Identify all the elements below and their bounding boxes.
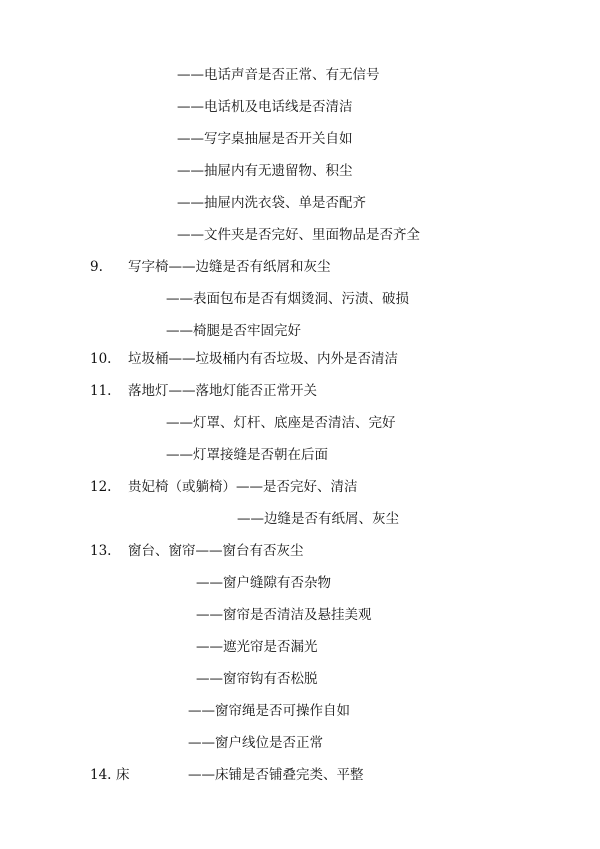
text-line: ——床铺是否铺叠完类、平整 [188,767,364,783]
text-line: ——窗户线位是否正常 [188,735,323,751]
text-line: ——写字桌抽屉是否开关自如 [177,131,353,147]
item-heading: 窗台、窗帘——窗台有否灰尘 [128,543,304,559]
item-number: 14. [90,767,112,783]
text-line: ——窗帘绳是否可操作自如 [188,703,350,719]
text-line: ——窗帘是否清洁及悬挂美观 [196,607,372,623]
text-line: ——文件夹是否完好、里面物品是否齐全 [177,227,420,243]
item-number: 11. [90,383,112,399]
text-line: ——窗帘钩有否松脱 [196,671,318,687]
text-line: ——电话声音是否正常、有无信号 [177,67,380,83]
item-number: 10. [90,351,112,367]
text-line: ——窗户缝隙有否杂物 [196,575,331,591]
item-number: 12. [90,479,112,495]
text-line: ——遮光帘是否漏光 [196,639,318,655]
text-line: ——灯罩、灯杆、底座是否清洁、完好 [166,415,396,431]
text-line: ——椅腿是否牢固完好 [166,323,301,339]
text-line: ——抽屉内洗衣袋、单是否配齐 [177,195,366,211]
item-number: 9. [90,259,103,275]
text-line: ——边缝是否有纸屑、灰尘 [237,511,399,527]
item-heading: 贵妃椅（或躺椅）——是否完好、清洁 [128,479,358,495]
text-line: ——灯罩接缝是否朝在后面 [166,447,328,463]
item-heading: 垃圾桶——垃圾桶内有否垃圾、内外是否清洁 [128,351,398,367]
item-heading: 写字椅——边缝是否有纸屑和灰尘 [128,259,331,275]
text-line: ——表面包布是否有烟烫洞、污渍、破损 [166,291,409,307]
item-heading: 床 [116,767,130,783]
item-number: 13. [90,543,112,559]
text-line: ——电话机及电话线是否清洁 [177,99,353,115]
text-line: ——抽屉内有无遗留物、积尘 [177,163,353,179]
item-heading: 落地灯——落地灯能否正常开关 [128,383,317,399]
